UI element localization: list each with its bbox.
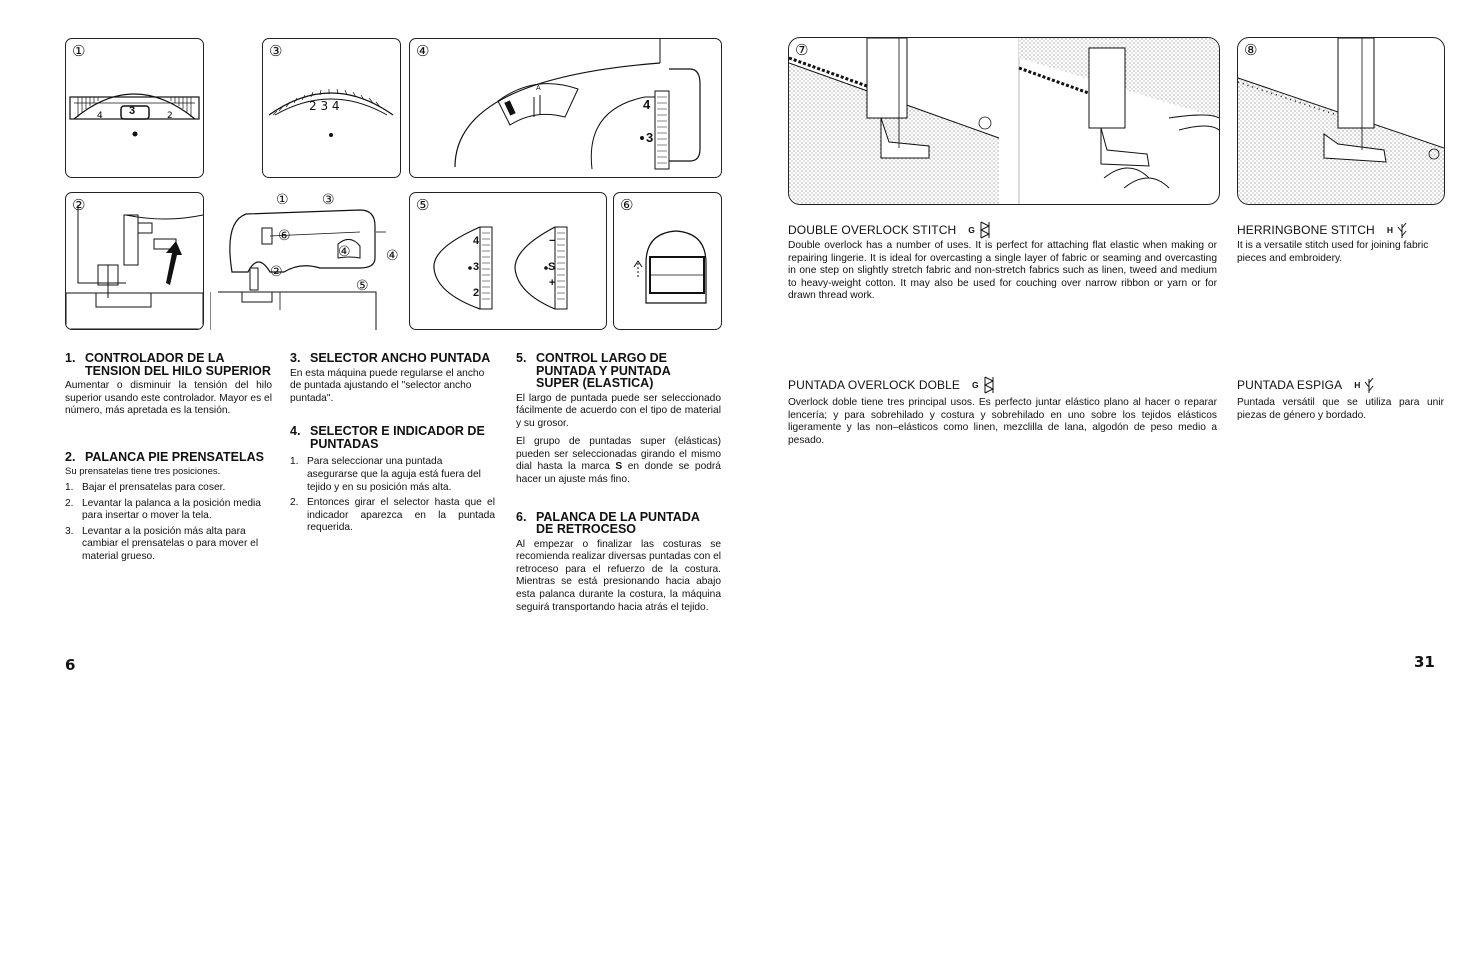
figure-number: ⑥ <box>620 196 634 214</box>
section-3-body: En esta máquina puede regularse el ancho de puntada ajustando el "selector ancho puntada". <box>290 367 485 404</box>
page-number-left: 6 <box>65 656 76 674</box>
dial-value: 2 3 4 <box>309 99 340 113</box>
section-1-heading: 1. CONTROLADOR DE LA TENSION DEL HILO SUPERIOR <box>65 351 271 378</box>
section-4-title-line1: SELECTOR E INDICADOR DE <box>310 424 485 439</box>
super-mark-minus: − <box>549 235 556 247</box>
column-2 <box>290 352 495 535</box>
callout-3: ③ <box>322 192 335 208</box>
figure-number: ⑤ <box>416 196 430 214</box>
presser-foot-illustration <box>66 193 203 329</box>
herringbone-stitch-icon <box>1364 376 1374 394</box>
stitch-title: PUNTADA OVERLOCK DOBLE <box>788 378 961 392</box>
page-number-right: 31 <box>1414 653 1435 671</box>
section-5-title-line1: CONTROL LARGO DE <box>536 351 668 365</box>
callout-1: ① <box>276 192 289 208</box>
column-3 <box>516 352 721 614</box>
svg-text:4: 4 <box>97 111 103 121</box>
column-1 <box>65 352 272 564</box>
figure-number: ⑧ <box>1244 41 1258 59</box>
herringbone-body-es: Puntada versátil que se utiliza para unir piezas de género y bordado. <box>1237 397 1444 421</box>
section-2-heading: 2. PALANCA PIE PRENSATELAS <box>65 449 264 464</box>
section-6-body: Al empezar o finalizar las costuras se recomienda realizar diversas puntadas con el retroceso para el refuerzo de la costura. Mientras se está presionando hacia abajo esta palanca durante la costura, la máquina seguirá transportando hacia atrás el tejido. <box>516 538 721 613</box>
figure-number: ① <box>72 42 86 60</box>
section-5-body-2: El grupo de puntadas super (elásticas) pueden ser seleccionadas girando el mismo dial hasta la marca S en donde se podrá hacer un ajuste más fino. <box>516 436 721 486</box>
figure-1-tension-dial <box>65 38 204 178</box>
section-3-heading: 3. SELECTOR ANCHO PUNTADA <box>290 351 491 365</box>
selector-mark-3: 3 <box>646 130 654 145</box>
double-overlock-illustration <box>789 38 1219 204</box>
list-item: 1. Bajar el prensatelas para coser. <box>65 481 226 493</box>
section-1-title-line1: CONTROLADOR DE LA <box>85 351 225 365</box>
figure-number: ③ <box>269 42 283 60</box>
section-5-title-line3: SUPER (ELASTICA) <box>536 376 654 390</box>
figure-5-length-control <box>409 192 607 330</box>
double-overlock-heading-en <box>788 221 990 239</box>
dial-value: 3 <box>129 105 136 117</box>
length-mark-3: 3 <box>473 261 480 273</box>
stitch-code: G <box>972 380 979 390</box>
section-1-body: Aumentar o disminuir la tensión del hilo superior usando este controlador. Mayor es el número, más apretada es la tensión. <box>65 380 272 417</box>
section-5-title-line2: PUNTADA Y PUNTADA <box>536 363 671 378</box>
stitch-code: G <box>968 225 975 235</box>
list-item: 2. Levantar la palanca a la posición media para insertar o mover la tela. <box>65 497 261 522</box>
section-2-intro: Su prensatelas tiene tres posiciones. <box>65 466 221 478</box>
selector-indicator-illustration <box>410 39 721 177</box>
machine-illustration <box>210 192 406 330</box>
stitch-code: H <box>1354 380 1361 390</box>
figure-number: ② <box>72 196 86 214</box>
double-overlock-stitch-icon <box>984 376 994 394</box>
super-mark-plus: + <box>549 277 556 289</box>
stitch-title: HERRINGBONE STITCH <box>1237 223 1375 237</box>
herringbone-illustration <box>1238 38 1444 204</box>
length-mark-2: 2 <box>473 287 480 299</box>
figure-8-herringbone <box>1237 37 1445 205</box>
callout-5: ⑤ <box>356 278 369 294</box>
section-5-body-1: El largo de puntada puede ser seleccionado fácilmente de acuerdo con el tipo de material y su grosor. <box>516 392 721 429</box>
figure-7-double-overlock <box>788 37 1220 205</box>
callout-4-inner: ④ <box>338 244 351 260</box>
selector-mark-4: 4 <box>643 97 651 112</box>
figure-number: ⑦ <box>795 41 809 59</box>
herringbone-stitch-icon <box>1397 221 1407 239</box>
length-mark-4: 4 <box>473 235 480 247</box>
double-overlock-stitch-icon <box>980 221 990 239</box>
double-overlock-heading-es <box>788 376 994 394</box>
herringbone-body-en: It is a versatile stitch used for joining fabric pieces and embroidery. <box>1237 240 1429 264</box>
figure-2-presser-foot-lever <box>65 192 204 330</box>
figure-6-reverse-lever <box>613 192 722 330</box>
callout-2: ② <box>270 264 283 280</box>
figure-4-selector-indicator <box>409 38 722 178</box>
machine-overview <box>210 192 406 330</box>
double-overlock-body-es: Overlock doble tiene tres principal usos. Es perfecto juntar elástico plano al hacer o reparar lencería; y para sobrehilado y costura y sobrehilado en uno sobre los tejidos elásticos ligeramente y las non–elásticos como linen, mezclilla de lana, algodón de peso medio a pesado. <box>788 397 1217 446</box>
double-overlock-body-en: Double overlock has a number of uses. It is perfect for attaching flat elastic when making or repairing lingerie. It is ideal for overcasting a single layer of fabric or seaming and overcasting in one step on slightly stretch fabric and non-stretch fabrics such as linen, tweed and medium to heavy-weight cotton. It may also be used for couching over narrow ribbon or yarn or for drawn thread work. <box>788 240 1217 301</box>
section-2-title: PALANCA PIE PRENSATELAS <box>85 449 264 464</box>
section-6-heading: 6. PALANCA DE LA PUNTADA DE RETROCESO <box>516 509 700 537</box>
stitch-title: PUNTADA ESPIGA <box>1237 378 1343 392</box>
scale-label: A <box>536 85 541 92</box>
stitch-title: DOUBLE OVERLOCK STITCH <box>788 223 957 237</box>
herringbone-heading-es <box>1237 376 1374 394</box>
list-item: 3. Levantar a la posición más alta para cambiar el prensatelas o para mover el material grueso. <box>65 525 259 562</box>
section-4-heading: 4. SELECTOR E INDICADOR DE PUNTADAS <box>290 424 485 451</box>
herringbone-heading-en <box>1237 221 1407 239</box>
section-5-heading: 5. CONTROL LARGO DE PUNTADA Y PUNTADA SUPER (ELASTICA) <box>516 351 671 390</box>
figure-number: ④ <box>416 42 430 60</box>
list-item: 1. Para seleccionar una puntada asegurarse que la aguja está fuera del tejido y en su posición más alta. <box>290 456 481 493</box>
super-mark-s: S <box>548 261 556 273</box>
callout-6: ⑥ <box>278 228 291 244</box>
list-item: 2. Entonces girar el selector hasta que el indicador aparezca en la puntada requerida. <box>290 497 495 534</box>
section-1-title-line2: TENSION DEL HILO SUPERIOR <box>85 363 271 378</box>
figure-3-width-dial <box>262 38 401 178</box>
svg-text:2: 2 <box>167 111 173 121</box>
section-6-title-line2: DE RETROCESO <box>536 522 637 537</box>
section-6-title-line1: PALANCA DE LA PUNTADA <box>536 509 700 524</box>
stitch-code: H <box>1386 225 1394 235</box>
callout-4-outer: ④ <box>386 248 399 264</box>
length-control-illustration <box>410 193 606 329</box>
section-4-title-line2: PUNTADAS <box>310 436 379 451</box>
section-3-title: SELECTOR ANCHO PUNTADA <box>310 351 491 365</box>
